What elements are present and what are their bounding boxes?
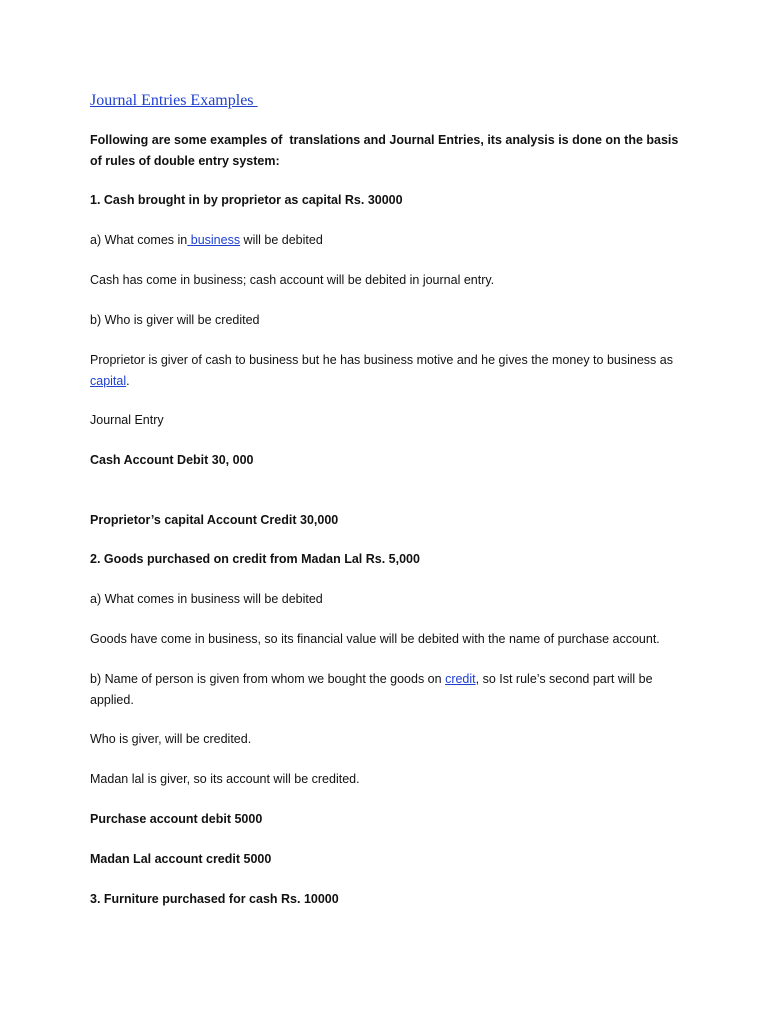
rule-b-text-end: , so Ist rule’s second part will be applied. [90, 672, 657, 707]
example-2-giver-rule: Who is giver, will be credited. [90, 732, 252, 746]
rule-b-text: Proprietor is giver of cash to business but he has business motive and he gives the money to business as [90, 353, 677, 367]
example-2-rule-a: a) What comes in business will be debited [90, 592, 323, 606]
example-3-heading: 3. Furniture purchased for cash Rs. 10000 [90, 892, 339, 906]
page-title[interactable]: Journal Entries Examples [90, 92, 258, 109]
example-1-credit-entry: Proprietor’s capital Account Credit 30,000 [90, 513, 339, 527]
example-1-rule-a [90, 230, 680, 251]
rule-a-text: a) What comes in [90, 233, 188, 247]
rule-a-text-end: will be debited [240, 233, 323, 247]
example-1-debit-entry: Cash Account Debit 30, 000 [90, 453, 254, 467]
credit-link[interactable]: credit [445, 672, 476, 686]
business-link[interactable]: business [187, 233, 241, 247]
example-2-debit-entry: Purchase account debit 5000 [90, 812, 263, 826]
example-2-rule-b [90, 669, 680, 711]
example-1-rule-b-explanation [90, 350, 680, 392]
example-2-credit-entry: Madan Lal account credit 5000 [90, 852, 272, 866]
rule-b-text: b) Name of person is given from whom we bought the goods on [90, 672, 446, 686]
journal-entry-label: Journal Entry [90, 413, 164, 427]
capital-link[interactable]: capital [90, 374, 127, 388]
example-2-rule-a-explanation: Goods have come in business, so its financial value will be debited with the name of purchase account. [90, 632, 660, 646]
example-1-rule-a-explanation: Cash has come in business; cash account will be debited in journal entry. [90, 273, 495, 287]
example-2-giver-explanation: Madan lal is giver, so its account will be credited. [90, 772, 360, 786]
example-1-heading: 1. Cash brought in by proprietor as capital Rs. 30000 [90, 193, 403, 207]
rule-b-text-end: . [126, 374, 130, 388]
example-1-rule-b: b) Who is giver will be credited [90, 313, 260, 327]
intro-paragraph: Following are some examples of translations and Journal Entries, its analysis is done on the basis of rules of double entry system: [90, 133, 682, 168]
example-2-heading: 2. Goods purchased on credit from Madan Lal Rs. 5,000 [90, 552, 420, 566]
